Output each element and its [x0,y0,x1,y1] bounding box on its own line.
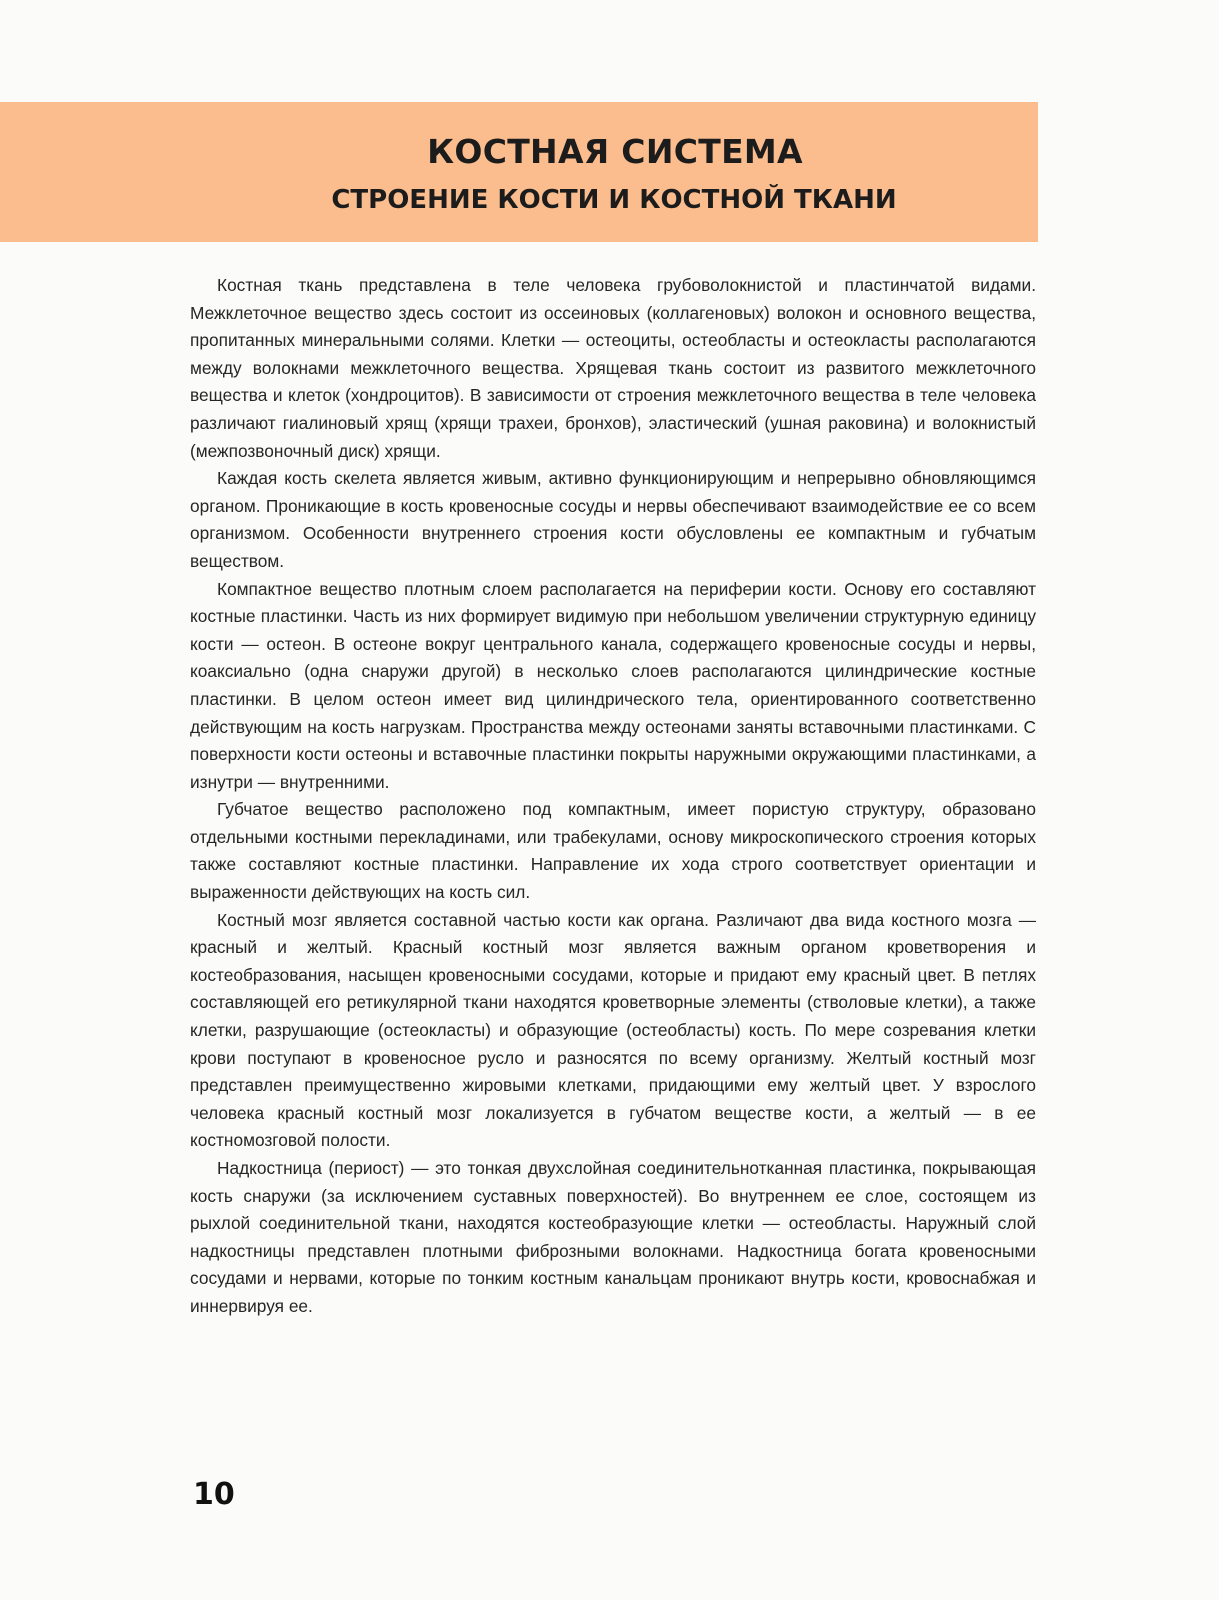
paragraph-spongy-substance: Губчатое вещество расположено под компактным, имеет пористую структуру, образовано отдельными костными перекладинами, или трабекулами, основу микроскопического строения которых также составляют костные пластинки. Направление их хода строго соответствует ориентации и выраженности действующих на кость сил. [190,799,1036,903]
paragraph-bone-as-organ: Каждая кость скелета является живым, активно функционирующим и непрерывно обновляющимся органом. Проникающие в кость кровеносные сосуды и нервы обеспечивают взаимодействие ее со всем организмом. Особенности внутреннего строения кости обусловлены ее компактным и губчатым веществом. [190,468,1036,571]
body-text [190,272,1036,1321]
paragraph-compact-substance: Компактное вещество плотным слоем располагается на периферии кости. Основу его составляют костные пластинки. Часть из них формирует видимую при небольшом увеличении структурную единицу кости — остеон. В остеоне вокруг центрального канала, содержащего кровеносные сосуды и нервы, коаксиально (одна снаружи другой) в несколько слоев располагаются цилиндрические костные пластинки. В целом остеон имеет вид цилиндрического тела, ориентированного соответственно действующим на кость нагрузкам. Пространства между остеонами заняты вставочными пластинками. С поверхности кости остеоны и вставочные пластинки покрыты наружными окружающими пластинками, а изнутри — внутренними. [190,578,1036,792]
paragraph-bone-tissue: Костная ткань представлена в теле человека грубоволокнистой и пластинчатой видами. Межклеточное вещество здесь состоит из оссеиновых (коллагеновых) волокон и основного вещества, пропитанных минеральными солями. Клетки — остеоциты, остеобласты и остеокласты располагаются между волокнами межклеточного вещества. Хрящевая ткань состоит из развитого межклеточного вещества и клеток (хондроцитов). В зависимости от строения межклеточного вещества в теле человека различают гиалиновый хрящ (хрящи трахеи, бронхов), эластический (ушная раковина) и волокнистый (межпозвоночный диск) хрящи. [190,275,1036,461]
page-number: 10 [193,1477,235,1512]
chapter-title: КОСТНАЯ СИСТЕМА [427,132,803,171]
paragraph-periosteum: Надкостница (периост) — это тонкая двухслойная соединительнотканная пластинка, покрывающая кость снаружи (за исключением суставных поверхностей). Во внутреннем ее слое, состоящем из рыхлой соединительной ткани, находятся костеобразующие клетки — остеобласты. Наружный слой надкостницы представлен плотными фиброзными волокнами. Надкостница богата кровеносными сосудами и нервами, которые по тонким костным канальцам проникают внутрь кости, кровоснабжая и иннервируя ее. [190,1158,1036,1316]
chapter-header-band [0,102,1038,242]
paragraph-bone-marrow: Костный мозг является составной частью кости как органа. Различают два вида костного мозга — красный и желтый. Красный костный мозг является важным органом кроветворения и костеобразования, насыщен кровеносными сосудами, которые и придают ему красный цвет. В петлях составляющей его ретикулярной ткани находятся кроветворные элементы (стволовые клетки), а также клетки, разрушающие (остеокласты) и образующие (остеобласты) кость. По мере созревания клетки крови поступают в кровеносное русло и разносятся по всему организму. Желтый костный мозг представлен преимущественно жировыми клетками, придающими ему желтый цвет. У взрослого человека красный костный мозг локализуется в губчатом веществе кости, а желтый — в ее костномозговой полости. [190,909,1036,1151]
chapter-subtitle: СТРОЕНИЕ КОСТИ И КОСТНОЙ ТКАНИ [331,185,897,215]
